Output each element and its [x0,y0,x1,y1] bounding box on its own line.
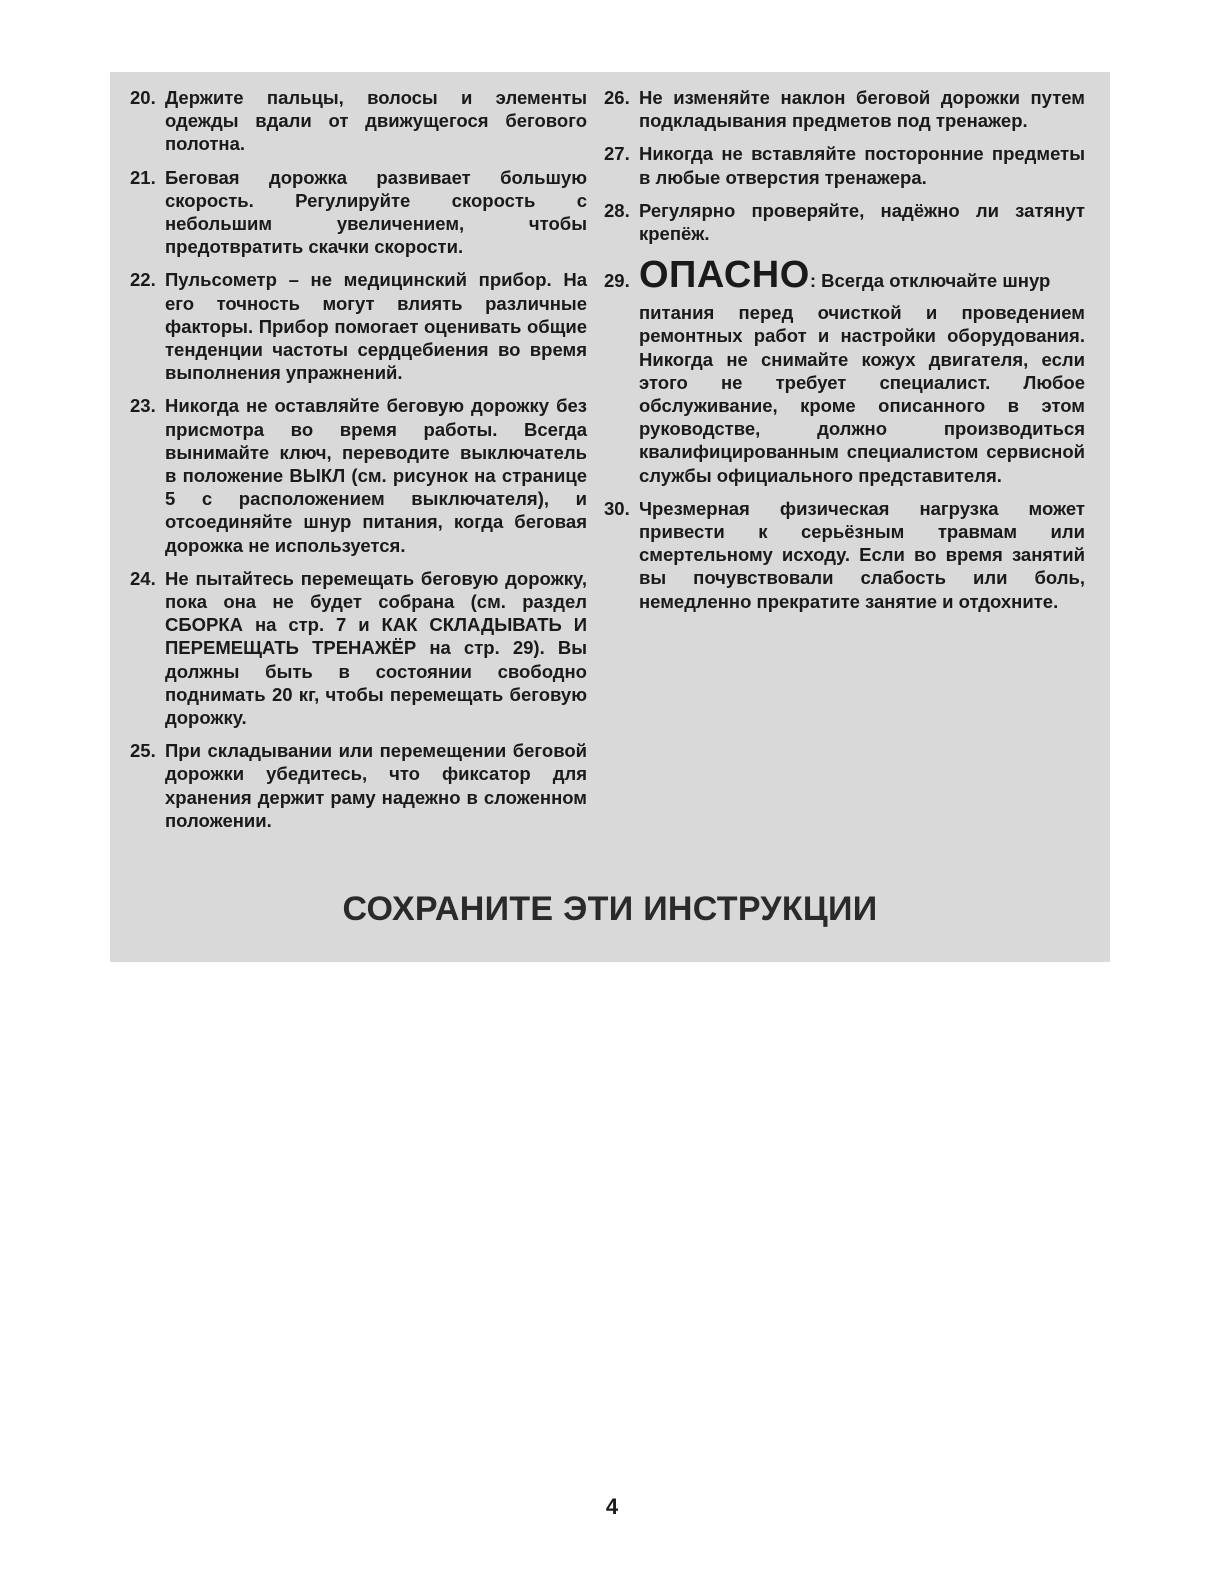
item-text: Беговая дорожка развивает большую скорость. Регулируйте скорость с небольшим увеличением, чтобы предотвратить скачки скорости. [165,166,587,258]
instruction-item-20 [130,86,587,156]
item-text: Регулярно проверяйте, надёжно ли затянут крепёж. [639,199,1085,245]
safety-instructions-panel [110,72,1110,962]
item-text: Никогда не вставляйте посторонние предметы в любые отверстия тренажера. [639,143,1085,188]
item-number: 29. [604,270,630,292]
item-number: 21. [130,166,156,188]
item-text: питания перед очисткой и проведением ремонтных работ и настройки оборудования. Никогда не снимайте кожух двигателя, если этого не требует специалист. Любое обслуживание, кроме описанного в этом руководстве, должно производиться квалифицированным специалистом сервисной службы официального представителя. [639,302,1085,486]
item-text: Держите пальцы, волосы и элементы одежды вдали от движущегося бегового полотна. [165,87,587,155]
item-number: 24. [130,567,156,589]
instruction-item-28 [604,199,1085,245]
right-column [604,86,1085,623]
instruction-item-24 [130,567,587,729]
item-number: 25. [130,740,156,762]
item-number: 30. [604,497,630,519]
instruction-item-27 [604,142,1085,188]
danger-heading-line [639,255,1085,301]
instruction-item-21 [130,166,587,259]
instruction-item-29-danger [604,255,1085,487]
instruction-item-23 [130,394,587,556]
danger-heading-rest: : Всегда отключайте шнур [809,270,1051,292]
item-text: Не пытайтесь перемещать беговую дорожку, пока она не будет собрана (см. раздел СБОРКА на стр. 7 и КАК СКЛАДЫВАТЬ И ПЕРЕМЕЩАТЬ ТРЕНАЖЁР на стр. 29). Вы должны быть в состоянии свободно поднимать 20 кг, чтобы перемещать беговую дорожку. [165,567,587,729]
instruction-item-30 [604,497,1085,613]
item-text: Пульсометр – не медицинский прибор. На его точность могут влиять различные факторы. Прибор помогает оценивать общие тенденции частоты сердцебиения во время выполнения упражнений. [165,269,587,384]
item-number: 28. [604,199,630,221]
item-number: 23. [130,395,156,417]
item-number: 26. [604,87,630,108]
instruction-item-22 [130,268,587,384]
save-instructions-heading: СОХРАНИТЕ ЭТИ ИНСТРУКЦИИ [342,890,878,928]
instruction-item-25 [130,739,587,832]
item-text: Никогда не оставляйте беговую дорожку без присмотра во время работы. Всегда вынимайте ключ, переводите выключатель в положение ВЫКЛ (см. рисунок на странице 5 с расположением выключателя), и отсоединяйте шнур питания, когда беговая дорожка не используется. [165,395,587,556]
danger-word: ОПАСНО [639,254,810,297]
page-number: 4 [605,1494,619,1519]
instruction-item-26 [604,86,1085,132]
item-number: 20. [130,87,156,108]
item-text: Не изменяйте наклон беговой дорожки путем подкладывания предметов под тренажер. [639,87,1085,132]
item-number: 27. [604,143,630,165]
item-text: Чрезмерная физическая нагрузка может привести к серьёзным травмам или смертельному исходу. Если во время занятий вы почувствовали слабость или боль, немедленно прекратите занятие и отдохните. [639,497,1085,612]
item-number: 22. [130,269,156,291]
left-column [130,86,587,842]
item-text: При складывании или перемещении беговой дорожки убедитесь, что фиксатор для хранения держит раму надежно в сложенном положении. [165,740,587,831]
